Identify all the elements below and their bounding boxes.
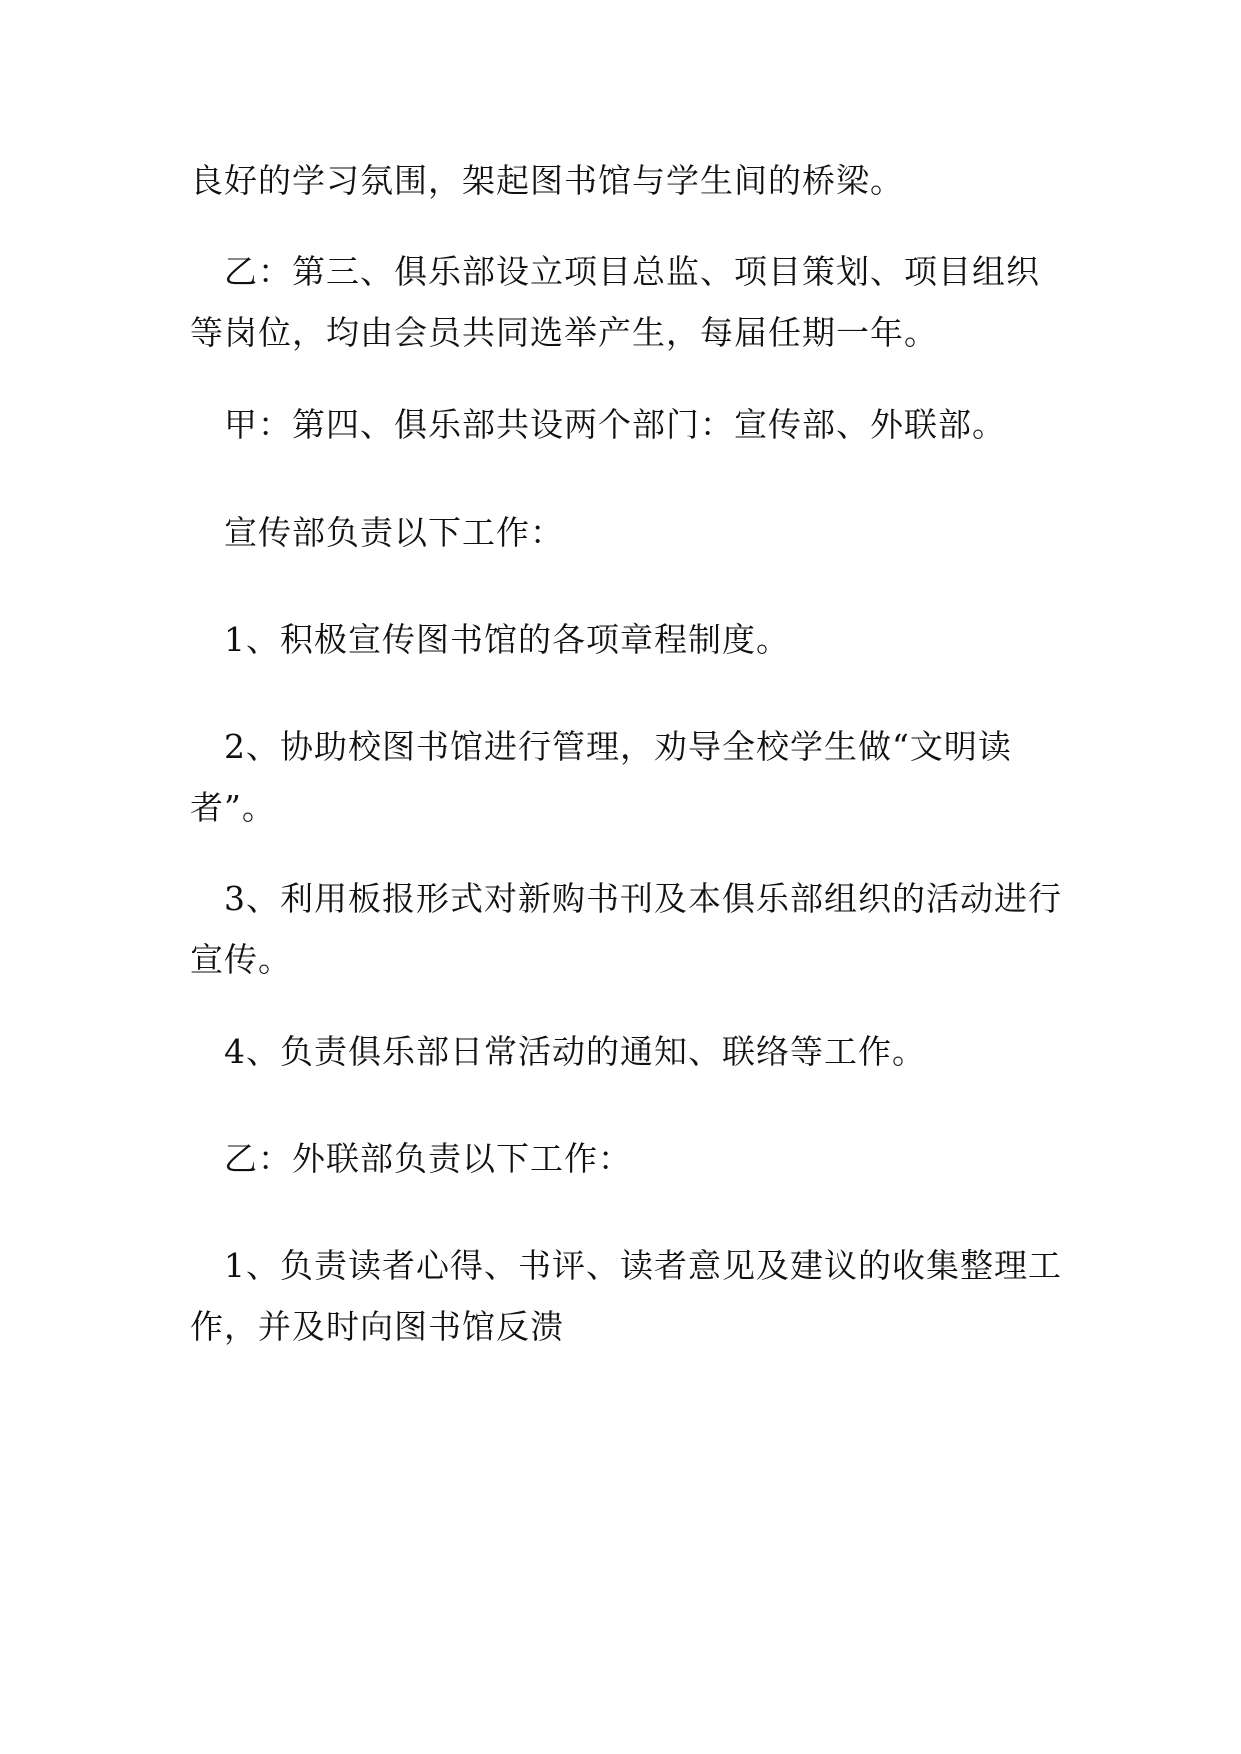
paragraph-liaison-heading: 乙：外联部负责以下工作：: [224, 1139, 632, 1178]
paragraph-article-four: 甲：第四、俱乐部共设两个部门：宣传部、外联部。: [224, 405, 1006, 444]
paragraph-publicity-heading: 宣传部负责以下工作：: [224, 513, 564, 552]
paragraph-liaison-item-1: 1、负责读者心得、书评、读者意见及建议的收集整理工作，并及时向图书馆反溃: [190, 1246, 1062, 1346]
paragraph-publicity-item-2: 2、协助校图书馆进行管理，劝导全校学生做“文明读者”。: [190, 727, 1012, 827]
paragraph-article-three: 乙：第三、俱乐部设立项目总监、项目策划、项目组织等岗位，均由会员共同选举产生，每届任期一年。: [190, 252, 1040, 352]
paragraph-continuation: 良好的学习氛围，架起图书馆与学生间的桥梁。: [190, 161, 904, 200]
paragraph-publicity-item-4: 4、负责俱乐部日常活动的通知、联络等工作。: [224, 1032, 926, 1071]
paragraph-publicity-item-1: 1、积极宣传图书馆的各项章程制度。: [224, 620, 790, 659]
paragraph-publicity-item-3: 3、利用板报形式对新购书刊及本俱乐部组织的活动进行宣传。: [190, 879, 1062, 979]
